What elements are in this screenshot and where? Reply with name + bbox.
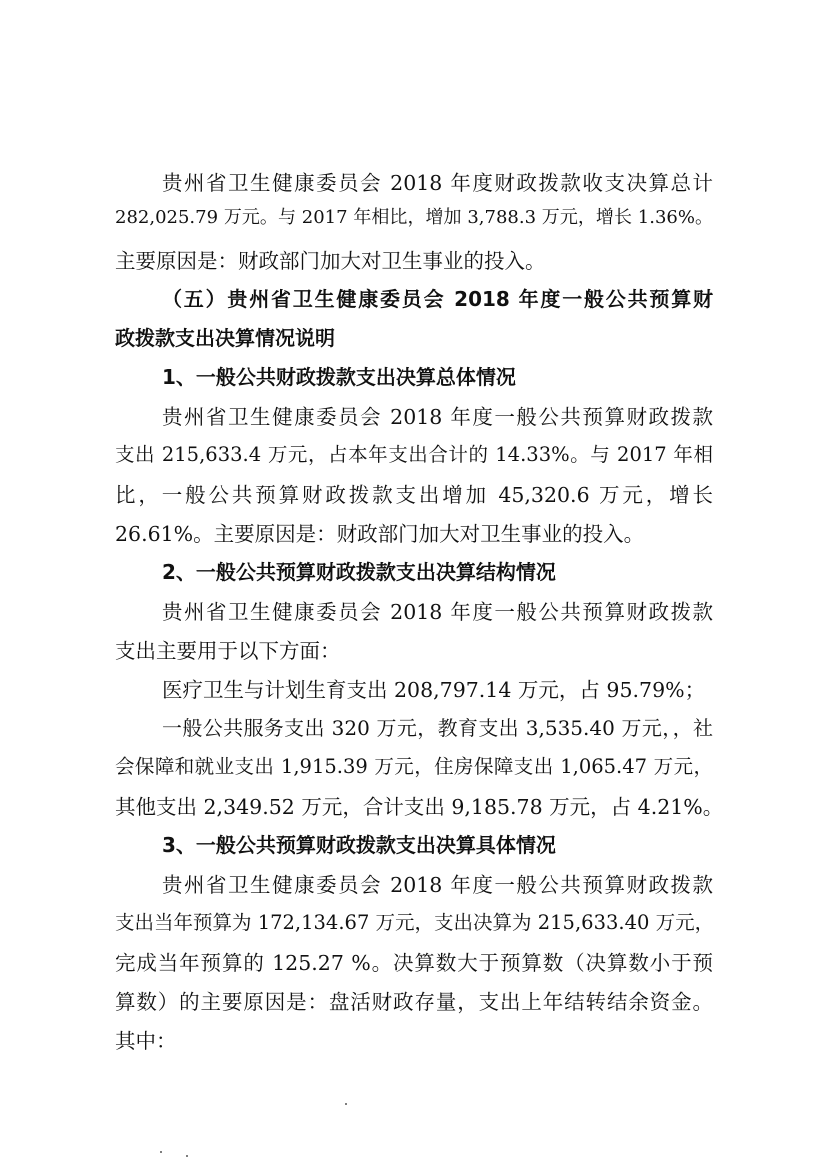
section-heading-line-2: 政拨款支出决算情况说明 xyxy=(115,326,335,350)
subheading-3: 3、一般公共预算财政拨款支出决算具体情况 xyxy=(162,833,556,857)
paragraph-3-line-3: 完成当年预算的 125.27 %。决算数大于预算数（决算数小于预 xyxy=(115,950,713,975)
paragraph-total-line-2: 282,025.79 万元。与 2017 年相比，增加 3,788.3 万元，增长 1.36%。 xyxy=(115,207,713,228)
subheading-1: 1、一般公共财政拨款支出决算总体情况 xyxy=(162,365,516,389)
section-heading-line-1: （五）贵州省卫生健康委员会 2018 年度一般公共预算财 xyxy=(162,287,713,311)
paragraph-2-line-2: 支出主要用于以下方面： xyxy=(115,638,341,663)
paragraph-total-line-3: 主要原因是：财政部门加大对卫生事业的投入。 xyxy=(115,248,546,273)
paragraph-total-line-1: 贵州省卫生健康委员会 2018 年度财政拨款收支决算总计 xyxy=(162,170,713,195)
paragraph-1-line-4: 26.61%。主要原因是：财政部门加大对卫生事业的投入。 xyxy=(115,521,645,546)
paragraph-2-line-1: 贵州省卫生健康委员会 2018 年度一般公共预算财政拨款 xyxy=(162,599,713,624)
scan-speck xyxy=(345,1103,347,1105)
subheading-2: 2、一般公共预算财政拨款支出决算结构情况 xyxy=(162,560,556,584)
paragraph-2-line-6: 其他支出 2,349.52 万元，合计支出 9,185.78 万元，占 4.21%。 xyxy=(115,794,724,819)
paragraph-3-line-2: 支出当年预算为 172,134.67 万元，支出决算为 215,633.40 万元， xyxy=(115,910,715,934)
paragraph-3-line-4: 算数）的主要原因是：盘活财政存量，支出上年结转结余资金。 xyxy=(115,989,713,1014)
paragraph-3-line-1: 贵州省卫生健康委员会 2018 年度一般公共预算财政拨款 xyxy=(162,872,713,897)
paragraph-3-line-5: 其中： xyxy=(115,1028,177,1053)
paragraph-2-line-5: 会保障和就业支出 1,915.39 万元，住房保障支出 1,065.47 万元， xyxy=(115,754,713,778)
paragraph-1-line-2: 支出 215,633.4 万元，占本年支出合计的 14.33%。与 2017 年相 xyxy=(115,442,713,466)
scan-speck xyxy=(186,1155,188,1157)
paragraph-1-line-3: 比，一般公共预算财政拨款支出增加 45,320.6 万元，增长 xyxy=(115,482,713,507)
paragraph-2-line-4: 一般公共服务支出 320 万元，教育支出 3,535.40 万元，，社 xyxy=(162,716,713,740)
paragraph-2-line-3: 医疗卫生与计划生育支出 208,797.14 万元，占 95.79%； xyxy=(162,677,706,702)
scan-speck xyxy=(160,1151,162,1153)
paragraph-1-line-1: 贵州省卫生健康委员会 2018 年度一般公共预算财政拨款 xyxy=(162,404,713,429)
